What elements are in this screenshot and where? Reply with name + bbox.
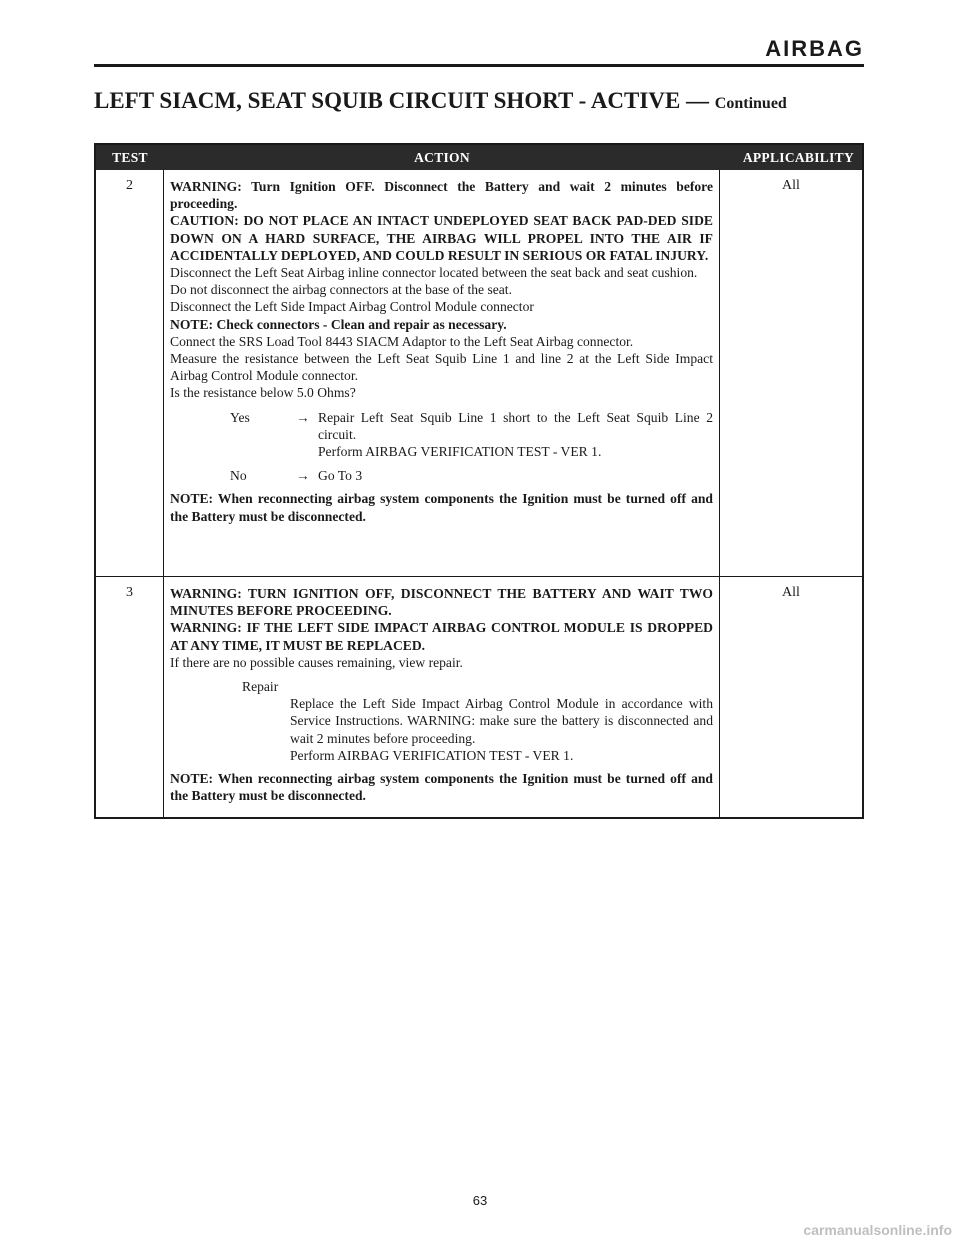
page-number: 63: [472, 1193, 488, 1208]
page-title-continued: Continued: [714, 95, 787, 112]
caution-text: CAUTION: DO NOT PLACE AN INTACT UNDEPLOYED SEAT BACK PAD-DED SIDE DOWN ON A HARD SURFACE, THE AIRBAG WILL PROPEL INTO THE AIR IF ACCIDENTALLY DEPLOYED, AND COULD RESULT IN SERIOUS OR FATAL INJURY.: [170, 213, 713, 263]
arrow-right-icon: →: [296, 409, 310, 425]
header-rule: [94, 64, 864, 67]
step-text: If there are no possible causes remaining, view repair.: [170, 654, 463, 670]
section-header: AIRBAG: [765, 36, 864, 61]
repair-label: Repair: [242, 679, 279, 695]
table-row: [96, 170, 862, 576]
column-header-action: ACTION: [414, 149, 470, 165]
applicability-value: All: [782, 178, 800, 193]
note-text: NOTE: Check connectors - Clean and repair as necessary.: [170, 316, 507, 332]
yes-result-verify: Perform AIRBAG VERIFICATION TEST - VER 1.: [318, 444, 602, 460]
step-text: Do not disconnect the airbag connectors at the base of the seat.: [170, 282, 512, 298]
step-text: Disconnect the Left Side Impact Airbag Control Module connector: [170, 299, 534, 315]
note-text: NOTE: When reconnecting airbag system components the Ignition must be turned off and the Battery must be disconnected.: [170, 491, 713, 524]
watermark-link[interactable]: carmanualsonline.info: [803, 1222, 952, 1238]
procedure-table: [94, 143, 864, 819]
step-text: Disconnect the Left Seat Airbag inline connector located between the seat back and seat cushion.: [170, 265, 698, 281]
page-title: [94, 88, 864, 114]
question-text: Is the resistance below 5.0 Ohms?: [170, 385, 356, 401]
test-number: 3: [96, 577, 164, 817]
yes-label: Yes: [230, 409, 250, 425]
action-cell: [164, 170, 720, 576]
warning-text: WARNING: TURN IGNITION OFF, DISCONNECT THE BATTERY AND WAIT TWO MINUTES BEFORE PROCEEDING.: [170, 586, 713, 619]
no-result: Go To 3: [318, 468, 363, 484]
no-branch: [170, 467, 713, 484]
table-row: [96, 576, 862, 817]
column-header-applicability: APPLICABILITY: [742, 149, 854, 165]
repair-verify: Perform AIRBAG VERIFICATION TEST - VER 1.: [290, 747, 574, 763]
no-label: No: [230, 468, 247, 484]
arrow-right-icon: →: [296, 468, 310, 484]
column-header-test: TEST: [112, 149, 148, 165]
warning-text: WARNING: Turn Ignition OFF. Disconnect the Battery and wait 2 minutes before proceeding.: [170, 179, 713, 212]
applicability-value: All: [782, 585, 800, 600]
repair-text: Replace the Left Side Impact Airbag Control Module in accordance with Service Instructions. WARNING: make sure the battery is disconnected and wait 2 minutes before proceeding.: [290, 696, 713, 746]
warning-text: WARNING: IF THE LEFT SIDE IMPACT AIRBAG CONTROL MODULE IS DROPPED AT ANY TIME, IT MUST BE REPLACED.: [170, 620, 713, 653]
test-number: 2: [96, 170, 164, 576]
yes-branch: [170, 409, 713, 461]
yes-result-text: Repair Left Seat Squib Line 1 short to the Left Seat Squib Line 2 circuit.: [318, 409, 713, 442]
yes-result: [318, 409, 713, 461]
note-text: NOTE: When reconnecting airbag system components the Ignition must be turned off and the Battery must be disconnected.: [170, 771, 713, 804]
table-header: [96, 145, 862, 170]
page-title-main: LEFT SIACM, SEAT SQUIB CIRCUIT SHORT - ACTIVE —: [94, 88, 710, 113]
step-text: Connect the SRS Load Tool 8443 SIACM Adaptor to the Left Seat Airbag connector.: [170, 333, 634, 349]
step-text: Measure the resistance between the Left Seat Squib Line 1 and line 2 at the Left Side Impact Airbag Control Module connector.: [170, 351, 713, 384]
action-cell: [164, 577, 720, 817]
